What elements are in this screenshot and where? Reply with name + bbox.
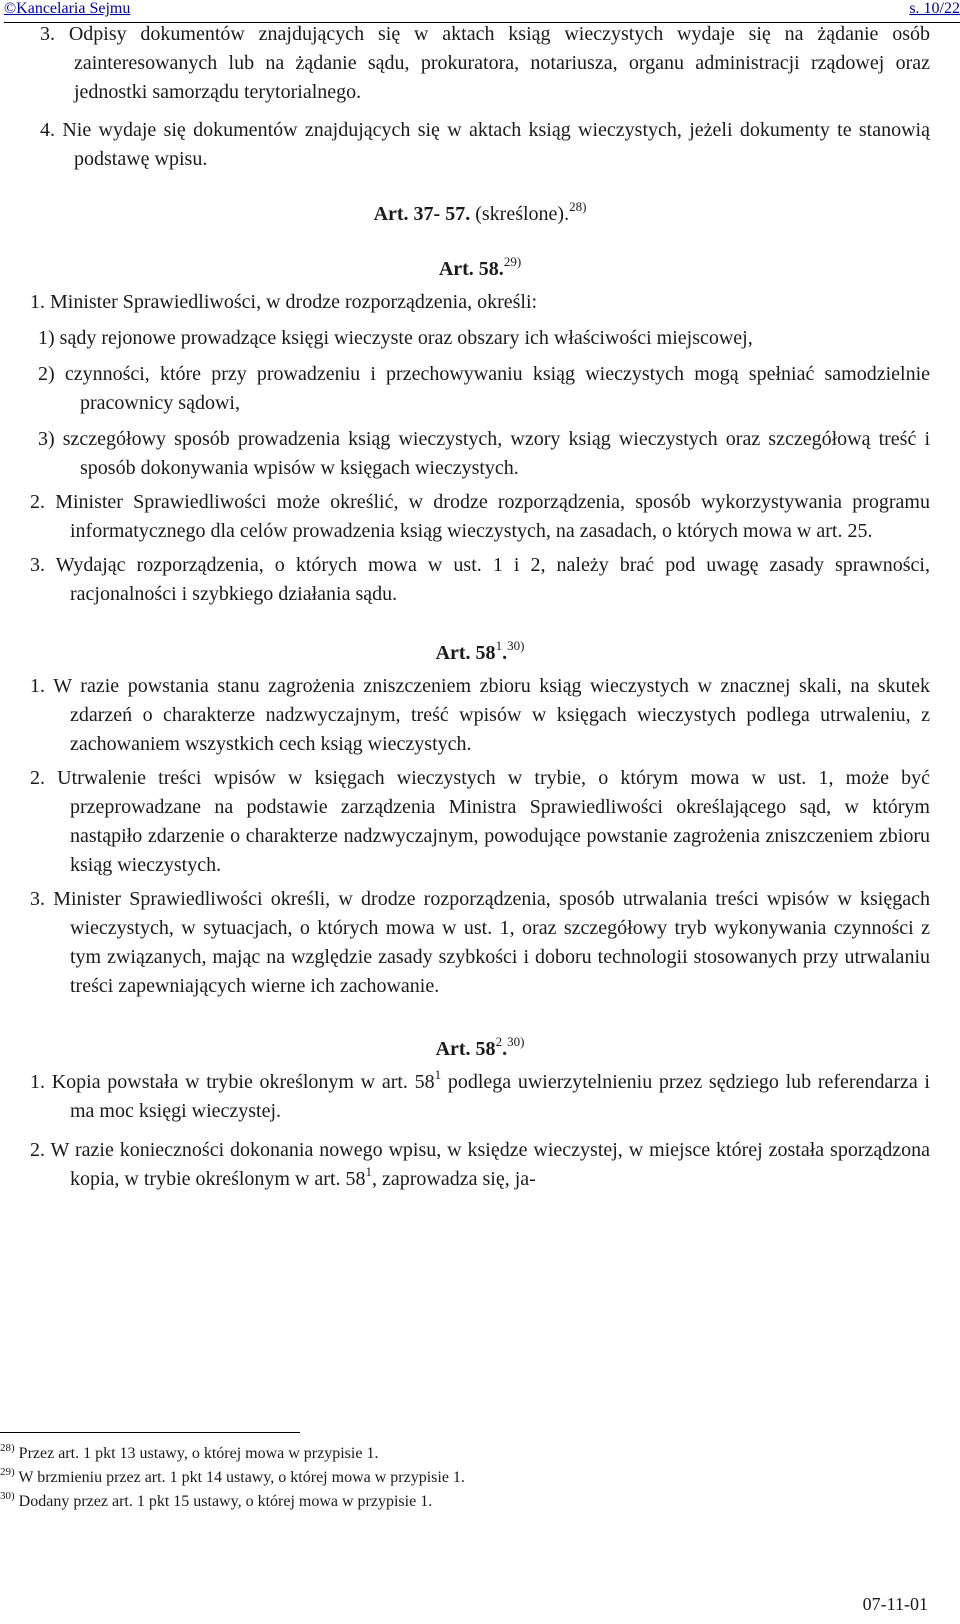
footnote-separator: [0, 1432, 300, 1433]
art-58-item-2: 2) czynności, które przy prowadzeniu i przechowywaniu ksiąg wieczystych mogą spełniać samodzielnie pracownicy sądowi,: [38, 363, 930, 414]
art-58-2-p2-text-b: , zaprowadza się, ja-: [372, 1168, 536, 1190]
art-58-2-p1-text-a: 1. Kopia powstała w trybie określonym w art. 58: [30, 1071, 435, 1093]
art-58-2-paragraph-1: [30, 1068, 930, 1126]
art-58-list: [30, 324, 930, 483]
footnote-30: [0, 1490, 465, 1514]
paragraph-3: 3. Odpisy dokumentów znajdujących się w aktach ksiąg wieczystych wydaje się na żądanie osób zainteresowanych lub na żądanie sądu, prokuratora, notariusza, organu administracji rządowej oraz jednostki samorządu terytorialnego.: [40, 23, 930, 103]
footnote-ref-29[interactable]: 29): [503, 254, 522, 269]
art-58-2-label: Art. 58: [435, 1038, 496, 1060]
footnote-ref-30-b[interactable]: 30): [507, 1034, 525, 1049]
art-58-label: Art. 58.: [438, 258, 504, 280]
footnote-29: [0, 1466, 465, 1490]
art-58-item-1: 1) sądy rejonowe prowadzące księgi wieczyste oraz obszary ich właściwości miejscowej,: [38, 327, 753, 349]
art-58-2-heading: [30, 1035, 930, 1064]
art-58-1-paragraph-2: 2. Utrwalenie treści wpisów w księgach wieczystych w trybie, o którym mowa w ust. 1, może być przeprowadzane na podstawie zarządzenia Ministra Sprawiedliwości określającego sąd, w którym nastąpiło zdarzenie o charakterze nadzwyczajnym, powodujące powstanie zagrożenia zniszczeniem zbioru ksiąg wieczystych.: [30, 767, 930, 876]
art-58-2-p2-text-a: 2. W razie konieczności dokonania nowego wpisu, w księdze wieczystej, w miejsce której została sporządzona kopia, w trybie określonym w art. 58: [30, 1139, 930, 1190]
art-58-1-label: Art. 58: [435, 642, 496, 664]
footnote-29-number: 29): [0, 1466, 15, 1478]
art-58-heading: [30, 255, 930, 284]
art-58-2-superscript: 2: [495, 1034, 503, 1049]
art-37-57-status: (skreślone).: [475, 203, 570, 225]
footnote-28-number: 28): [0, 1442, 15, 1454]
art-58-paragraph-2: 2. Minister Sprawiedliwości może określić, w drodze rozporządzenia, sposób wykorzystywania programu informatycznego dla celów prowadzenia ksiąg wieczystych, na zasadach, o których mowa w art. 25.: [30, 491, 930, 542]
art-58-1-dot: .: [502, 642, 508, 664]
paragraph-4: 4. Nie wydaje się dokumentów znajdujących się w aktach ksiąg wieczystych, jeżeli dokumenty te stanowią podstawę wpisu.: [40, 119, 930, 170]
art-58-item-3: 3) szczegółowy sposób prowadzenia ksiąg wieczystych, wzory ksiąg wieczystych oraz szczegółową treść i sposób dokonywania wpisów w księgach wieczystych.: [38, 428, 930, 479]
footnote-30-number: 30): [0, 1490, 15, 1502]
art-58-2-p1-text-b: podlega uwierzytelnieniu przez sędziego lub referendarza i ma moc księgi wieczystej.: [70, 1071, 930, 1122]
footnotes: [0, 1442, 465, 1514]
document-code: 07-11-01: [862, 1594, 928, 1614]
footnote-28: [0, 1442, 465, 1466]
page-number-link[interactable]: s. 10/22: [909, 0, 960, 17]
art-58-1-superscript: 1: [495, 638, 503, 653]
footnote-28-text: Przez art. 1 pkt 13 ustawy, o której mowa w przypisie 1.: [14, 1445, 379, 1462]
footnote-30-text: Dodany przez art. 1 pkt 15 ustawy, o której mowa w przypisie 1.: [14, 1493, 433, 1510]
art-58-1-heading: [30, 639, 930, 668]
footnote-29-text: W brzmieniu przez art. 1 pkt 14 ustawy, o której mowa w przypisie 1.: [14, 1469, 465, 1486]
art-58-1-paragraph-3: 3. Minister Sprawiedliwości określi, w drodze rozporządzenia, sposób utrwalania treści wpisów w księgach wieczystych, w sytuacjach, o których mowa w ust. 1, oraz szczegółowy tryb wykonywania czynności z tym związanych, mając na względzie zasady szybkości i doboru technologii stosowanych przy utrwalaniu treści zapewniających wierne ich zachowanie.: [30, 888, 930, 997]
art-58-2-paragraph-2: [30, 1136, 930, 1194]
art-58-2-dot: .: [502, 1038, 508, 1060]
art-37-57-heading: [30, 200, 930, 229]
document-body: [30, 20, 930, 1194]
art-58-2-p2-superscript: 1: [365, 1164, 372, 1179]
footnote-ref-28[interactable]: 28): [569, 199, 587, 214]
art-58-paragraph-3: 3. Wydając rozporządzenia, o których mowa w ust. 1 i 2, należy brać pod uwagę zasady sprawności, racjonalności i szybkiego działania sądu.: [30, 554, 930, 605]
publisher-link[interactable]: ©Kancelaria Sejmu: [4, 0, 131, 17]
art-58-paragraph-1: 1. Minister Sprawiedliwości, w drodze rozporządzenia, określi:: [30, 291, 538, 313]
art-58-1-paragraph-1: 1. W razie powstania stanu zagrożenia zniszczeniem zbioru ksiąg wieczystych w znacznej skali, na skutek zdarzeń o charakterze nadzwyczajnym, treść wpisów w księgach wieczystych podlega utrwaleniu, z zachowaniem wszystkich cech ksiąg wieczystych.: [30, 675, 930, 755]
footnote-ref-30[interactable]: 30): [507, 638, 525, 653]
art-58-2-p1-superscript: 1: [434, 1067, 442, 1082]
art-37-57-label: Art. 37- 57.: [373, 203, 471, 225]
